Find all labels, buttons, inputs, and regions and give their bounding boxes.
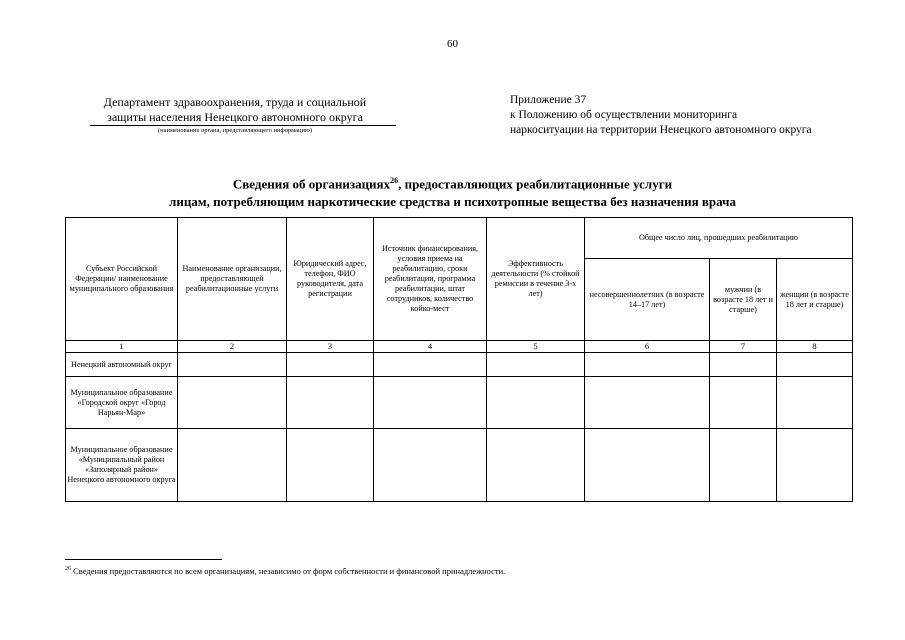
page-number: 60	[447, 38, 458, 50]
title-line-2: лицам, потребляющим наркотические средства и психотропные вещества без назначения врача	[169, 194, 736, 210]
table-cell	[287, 429, 374, 502]
table-cell	[487, 429, 585, 502]
appendix-block	[510, 93, 880, 138]
table-cell	[710, 377, 777, 429]
column-number: 4	[374, 341, 487, 353]
appendix-line-1: Приложение 37	[510, 94, 587, 106]
header-legal-address: Юридический адрес, телефон, ФИО руководителя, дата регистрации	[287, 218, 374, 341]
table-row	[66, 353, 853, 377]
table-cell	[710, 429, 777, 502]
table-cell	[374, 429, 487, 502]
table-row	[66, 429, 853, 502]
department-line-1: Департамент здравоохранения, труда и социальной	[103, 95, 367, 109]
table-cell	[710, 353, 777, 377]
column-numbers-row	[66, 341, 853, 353]
table-cell	[487, 377, 585, 429]
column-number: 5	[487, 341, 585, 353]
table-cell	[585, 353, 710, 377]
table-cell	[287, 353, 374, 377]
department-caption: (наименование органа, представляющего информацию)	[157, 127, 313, 134]
table-cell	[487, 353, 585, 377]
column-number: 3	[287, 341, 374, 353]
department-name	[60, 95, 410, 125]
table-cell	[178, 353, 287, 377]
title-line-1	[0, 172, 905, 193]
department-underline	[90, 125, 396, 126]
header-effectiveness: Эффективность деятельности (% стойкой ремиссии в течение 3-х лет)	[487, 218, 585, 341]
appendix-line-2: к Положению об осуществлении мониторинга	[510, 109, 738, 121]
table-cell	[178, 429, 287, 502]
table-cell	[777, 377, 853, 429]
header-subject: Субъект Российской Федерации/ наименование муниципального образования	[66, 218, 178, 341]
document-title	[0, 172, 905, 211]
header-total-rehabilitated: Общее число лиц, прошедших реабилитацию	[585, 218, 853, 259]
table-cell	[287, 377, 374, 429]
table-cell	[178, 377, 287, 429]
table-cell	[777, 353, 853, 377]
table-cell	[585, 377, 710, 429]
table-cell	[777, 429, 853, 502]
header-minors: несовершеннолетних (в возрасте 14–17 лет)	[585, 259, 710, 341]
footnote-ref: 26	[65, 566, 71, 573]
footnote-text: Сведения предоставляются по всем организациям, независимо от форм собственности и финансовой принадлежности.	[71, 566, 506, 576]
title-footnote-ref: 26	[390, 176, 399, 185]
table-cell	[585, 429, 710, 502]
row-label: Муниципальное образование «Городской округ «Город Нарьян-Мар»	[66, 377, 178, 429]
header-funding-source: Источник финансирования, условия приема на реабилитацию, сроки реабилитации, программа реабилитации, штат сотрудников, количество койко-мест	[374, 218, 487, 341]
rehabilitation-table	[65, 217, 853, 502]
row-label: Ненецкий автономный округ	[66, 353, 178, 377]
header-organization: Наименование организации, предоставляющей реабилитационные услуги	[178, 218, 287, 341]
table-cell	[374, 377, 487, 429]
column-number: 8	[777, 341, 853, 353]
column-number: 2	[178, 341, 287, 353]
header-men: мужчин (в возрасте 18 лет и старше)	[710, 259, 777, 341]
header-women: женщин (в возрасте 18 лет и старше)	[777, 259, 853, 341]
footnote	[65, 566, 865, 576]
appendix-line-3: наркоситуации на территории Ненецкого автономного округа	[510, 124, 812, 136]
title-line-1-end: , предоставляющих реабилитационные услуги	[398, 176, 673, 192]
column-number: 1	[66, 341, 178, 353]
column-number: 6	[585, 341, 710, 353]
department-line-2: защиты населения Ненецкого автономного округа	[107, 110, 363, 124]
table-row	[66, 377, 853, 429]
table-cell	[374, 353, 487, 377]
footnote-separator	[65, 559, 222, 560]
row-label: Муниципальное образование «Муниципальный район «Заполярный район» Ненецкого автономного округа	[66, 429, 178, 502]
title-line-1-start: Сведения об организациях	[232, 176, 391, 192]
column-number: 7	[710, 341, 777, 353]
